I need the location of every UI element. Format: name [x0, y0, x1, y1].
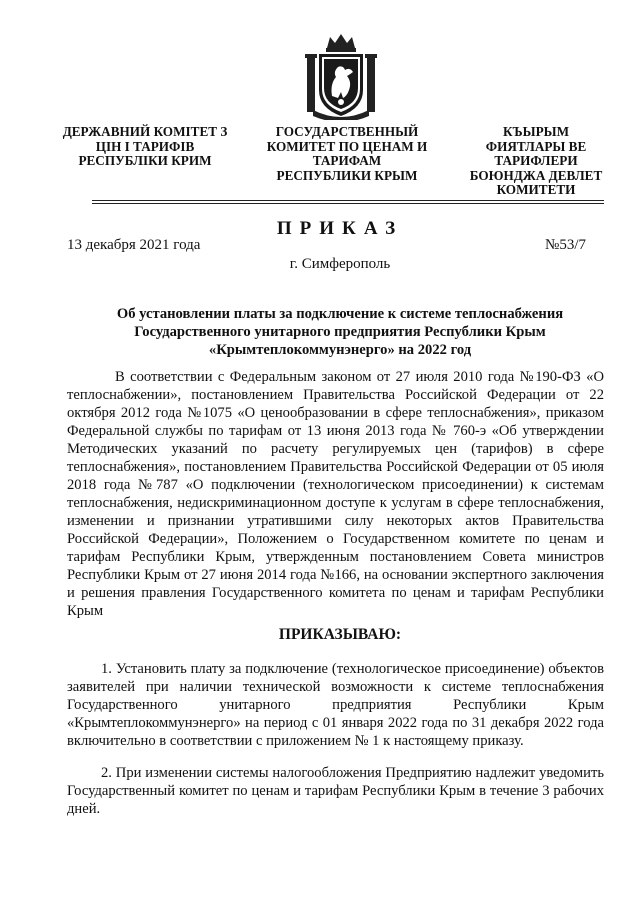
org-name-russian: [262, 125, 432, 183]
org-ru-line-4: РЕСПУБЛИКИ КРЫМ: [276, 167, 418, 183]
org-cr-line-1: КЪЫРЫМ: [502, 124, 570, 139]
org-ru-line-2: КОМИТЕТ ПО ЦЕНАМ И: [266, 138, 428, 154]
order-item-1: 1. Установить плату за подключение (технологическое присоединение) объектов заявителей при наличии технической возможности к системе теплоснабжения Государственного унитарного предприятия Республики Крым «Крымтеплокоммунэнерго» на период с 01 января 2022 года по 31 декабря 2022 года включительно в соответствии с приложением № 1 к настоящему приказу.: [67, 661, 604, 749]
org-cr-line-4: КОМИТЕТИ: [496, 182, 576, 197]
org-cr-line-2: ФИЯТЛАРЫ ВЕ ТАРИФЛЕРИ: [485, 138, 587, 168]
crimea-coat-of-arms-icon: [303, 32, 379, 120]
org-ua-line-1: ДЕРЖАВНИЙ КОМІТЕТ З: [62, 124, 228, 139]
header-divider-top: [92, 200, 604, 201]
document-subject: Об установлении платы за подключение к системе теплоснабжения Государственного унитарного предприятия Республики Крым «Крымтеплокоммунэнерго» на 2022 год: [116, 306, 564, 358]
org-name-ukrainian: [60, 125, 230, 169]
document-number: №53/7: [545, 237, 586, 253]
org-ua-line-3: РЕСПУБЛІКИ КРИМ: [78, 153, 212, 168]
order-item-2: 2. При изменении системы налогообложения Предприятию надлежит уведомить Государственный комитет по ценам и тарифам Республики Крым в течение 3 рабочих дней.: [67, 765, 604, 817]
org-cr-line-3: БОЮНДЖА ДЕВЛЕТ: [469, 167, 603, 183]
header-divider-bottom: [92, 203, 604, 204]
document-type-title: ПРИКАЗ: [276, 218, 404, 239]
org-name-crimean-tatar: [448, 125, 624, 198]
org-ua-line-2: ЦІН І ТАРИФІВ: [95, 138, 195, 154]
document-date: 13 декабря 2021 года: [67, 237, 201, 253]
document-city: г. Симферополь: [289, 256, 391, 272]
org-ru-line-3: ТАРИФАМ: [312, 153, 382, 168]
preamble-paragraph: В соответствии с Федеральным законом от 27 июля 2010 года №190-ФЗ «О теплоснабжении», постановлением Правительства Российской Федерации от 22 октября 2012 года №1075 «О ценообразовании в сфере теплоснабжения», приказом Федеральной службы по тарифам от 13 июня 2013 года № 760-э «Об утверждении Методических указаний по расчету регулируемых цен (тарифов) в сфере теплоснабжения», постановлением Правительства Российской Федерации от 05 июля 2018 года №787 «О подключении (технологическом присоединении) к системам теплоснабжения, недискриминационном доступе к услугам в сфере теплоснабжения, изменении и признании утратившими силу некоторых актов Правительства Российской Федерации», Положением о Государственном комитете по ценам и тарифам Республики Крым, утвержденным постановлением Совета министров Республики Крым от 27 июня 2014 года №166, на основании экспертного заключения и решения правления Государственного комитета по ценам и тарифам Республики Крым: [67, 369, 604, 619]
org-ru-line-1: ГОСУДАРСТВЕННЫЙ: [275, 124, 419, 139]
order-heading: ПРИКАЗЫВАЮ:: [278, 626, 402, 643]
